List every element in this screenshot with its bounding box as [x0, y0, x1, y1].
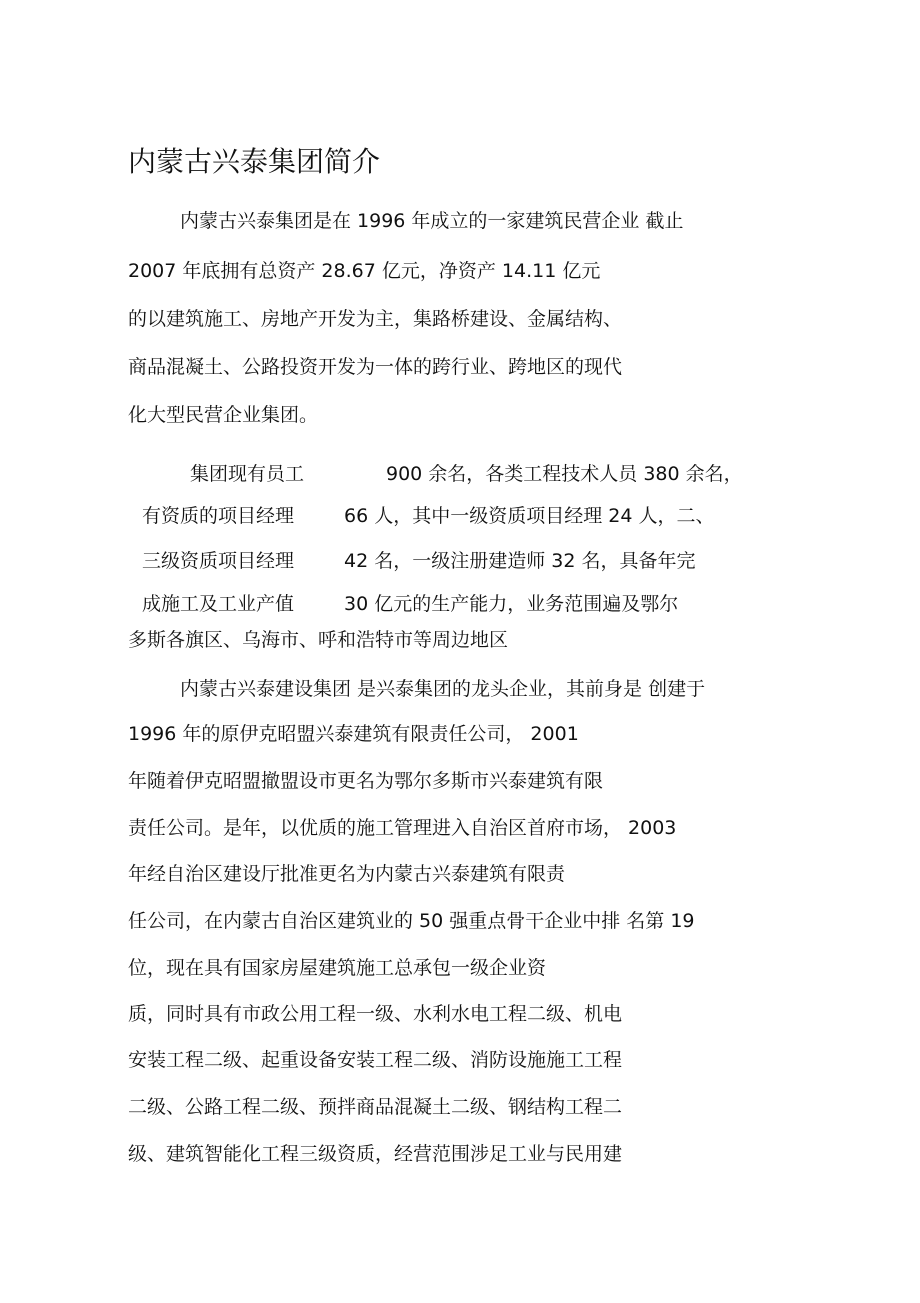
- paragraph-3-line: 内蒙古兴泰建设集团 是兴泰集团的龙头企业，其前身是 创建于: [180, 678, 706, 700]
- paragraph-2-text: 30 亿元的生产能力，业务范围遍及鄂尔: [344, 593, 679, 615]
- paragraph-2-text: 900 余名，各类工程技术人员 380 余名，: [386, 463, 743, 485]
- paragraph-2-label: 成施工及工业产值: [142, 593, 295, 615]
- paragraph-3-line: 年随着伊克昭盟撤盟设市更名为鄂尔多斯市兴泰建筑有限: [128, 770, 604, 792]
- paragraph-1-line: 化大型民营企业集团。: [128, 404, 319, 426]
- paragraph-3-line: 二级、公路工程二级、预拌商品混凝土二级、钢结构工程二: [128, 1096, 623, 1118]
- paragraph-3-line: 年经自治区建设厅批准更名为内蒙古兴泰建筑有限责: [128, 863, 566, 885]
- paragraph-2-label: 有资质的项目经理: [142, 505, 295, 527]
- paragraph-1-line: 2007 年底拥有总资产 28.67 亿元，净资产 14.11 亿元: [128, 260, 601, 282]
- paragraph-2-label: 集团现有员工: [190, 463, 305, 485]
- paragraph-3-line: 1996 年的原伊克昭盟兴泰建筑有限责任公司， 2001: [128, 723, 579, 745]
- paragraph-3-line: 安装工程二级、起重设备安装工程二级、消防设施施工工程: [128, 1049, 623, 1071]
- paragraph-3-line: 质，同时具有市政公用工程一级、水利水电工程二级、机电: [128, 1003, 623, 1025]
- document-title: 内蒙古兴泰集团简介: [128, 145, 381, 178]
- paragraph-1-line: 的以建筑施工、房地产开发为主，集路桥建设、金属结构、: [128, 308, 623, 330]
- paragraph-3-line: 级、建筑智能化工程三级资质，经营范围涉足工业与民用建: [128, 1143, 623, 1165]
- paragraph-1-line: 内蒙古兴泰集团是在 1996 年成立的一家建筑民营企业 截止: [180, 210, 684, 232]
- paragraph-3-line: 责任公司。是年，以优质的施工管理进入自治区首府市场， 2003: [128, 817, 677, 839]
- paragraph-2-text: 66 人，其中一级资质项目经理 24 人，二、: [344, 505, 715, 527]
- paragraph-3-line: 任公司，在内蒙古自治区建筑业的 50 强重点骨干企业中排 名第 19: [128, 910, 695, 932]
- paragraph-3-line: 位，现在具有国家房屋建筑施工总承包一级企业资: [128, 957, 547, 979]
- paragraph-2-label: 三级资质项目经理: [142, 550, 295, 572]
- paragraph-2-line: 多斯各旗区、乌海市、呼和浩特市等周边地区: [128, 629, 509, 651]
- paragraph-2-text: 42 名，一级注册建造师 32 名，具备年完: [344, 550, 696, 572]
- paragraph-1-line: 商品混凝土、公路投资开发为一体的跨行业、跨地区的现代: [128, 356, 623, 378]
